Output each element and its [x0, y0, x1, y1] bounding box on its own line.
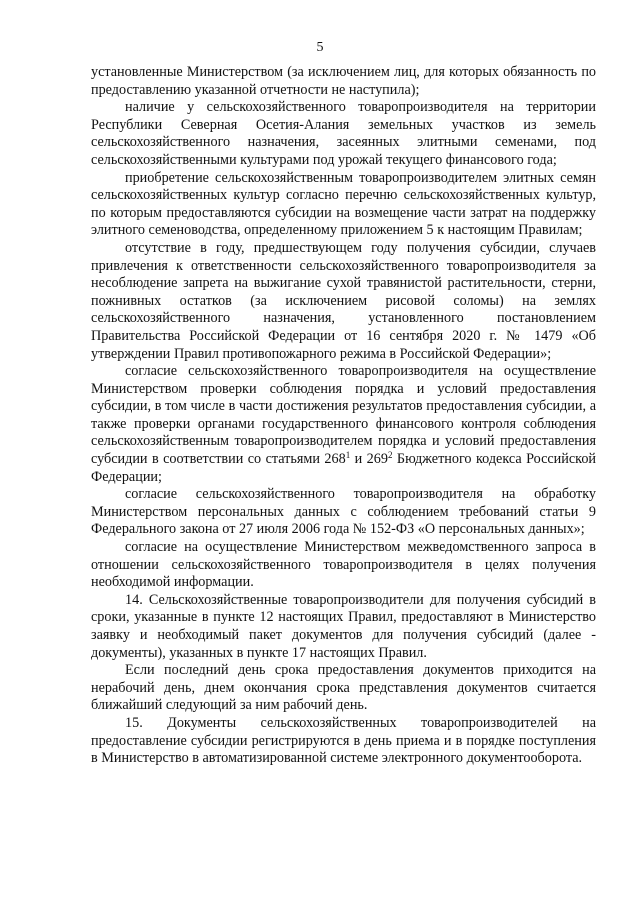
superscript-1: 1 — [345, 450, 351, 461]
paragraph-interagency-request: согласие на осуществление Министерством межведомственного запроса в отношении сельскохозяйственного товаропроизводителя в целях получения необходимой информации. — [91, 539, 596, 591]
page-number: 5 — [316, 40, 324, 55]
paragraph-15: 15. Документы сельскохозяйственных товаропроизводителей на предоставление субсидии регистрируются в день приема и в порядке поступления в Министерство в автоматизированной системе электронного документооборота. — [91, 714, 596, 767]
paragraph-elite-seeds: приобретение сельскохозяйственным товаропроизводителем элитных семян сельскохозяйственных культур согласно перечню сельскохозяйственных культур, по которым предоставляются субсидии на возмещение части затрат на поддержку элитного семеноводства, определенному приложением 5 к настоящим Правилам; — [91, 169, 596, 239]
paragraph-deadline: Если последний день срока предоставления документов приходится на нерабочий день, днем окончания срока представления документов считается ближайший следующий за ним рабочий день. — [91, 662, 596, 714]
document-body — [91, 64, 596, 768]
superscript-2: 2 — [387, 450, 393, 461]
paragraph-personal-data: согласие сельскохозяйственного товаропроизводителя на обработку Министерством персональных данных с соблюдением требований статьи 9 Федерального закона от 27 июля 2006 года № 152-ФЗ «О персональных данных»; — [91, 486, 596, 538]
paragraph-14: 14. Сельскохозяйственные товаропроизводители для получения субсидий в сроки, указанные в пункте 12 настоящих Правил, предоставляют в Министерство заявку и необходимый пакет документов для получения субсидий (далее - документы), указанных в пункте 17 настоящих Правил. — [91, 591, 596, 661]
paragraph-land-plots: наличие у сельскохозяйственного товаропроизводителя на территории Республики Северная Осетия-Алания земельных участков из земель сельскохозяйственного назначения, засеянных элитными семенами, под сельскохозяйственными культурами под урожай текущего финансового года; — [91, 99, 596, 168]
paragraph-control-consent — [91, 363, 596, 486]
paragraph-reporting-continuation: установленные Министерством (за исключением лиц, для которых обязанность по предоставлению указанной отчетности не наступила); — [91, 64, 596, 98]
control-consent-text-1: согласие сельскохозяйственного товаропроизводителя на осуществление Министерством проверки соблюдения порядка и условий предоставления субсидии, в том числе в части достижения результатов предоставления субсидии, а также проверки органами государственного финансового контроля соблюдения сельскохозяйственным товаропроизводителем порядка и условий предоставления субсидии в соответствии со статьями 268 — [91, 363, 596, 468]
control-consent-text-2: и 269 — [350, 451, 388, 468]
paragraph-burning-ban: отсутствие в году, предшествующем году получения субсидии, случаев привлечения к ответственности сельскохозяйственного товаропроизводителя за несоблюдение запрета на выжигание сухой травянистой растительности, стерни, пожнивных остатков (за исключением рисовой соломы) на землях сельскохозяйственного назначения, установленного постановлением Правительства Российской Федерации от 16 сентября 2020 г. № 1479 «Об утверждении Правил противопожарного режима в Российской Федерации»; — [91, 239, 596, 362]
control-consent-text-3: Бюджетного кодекса Российской Федерации; — [91, 451, 597, 485]
